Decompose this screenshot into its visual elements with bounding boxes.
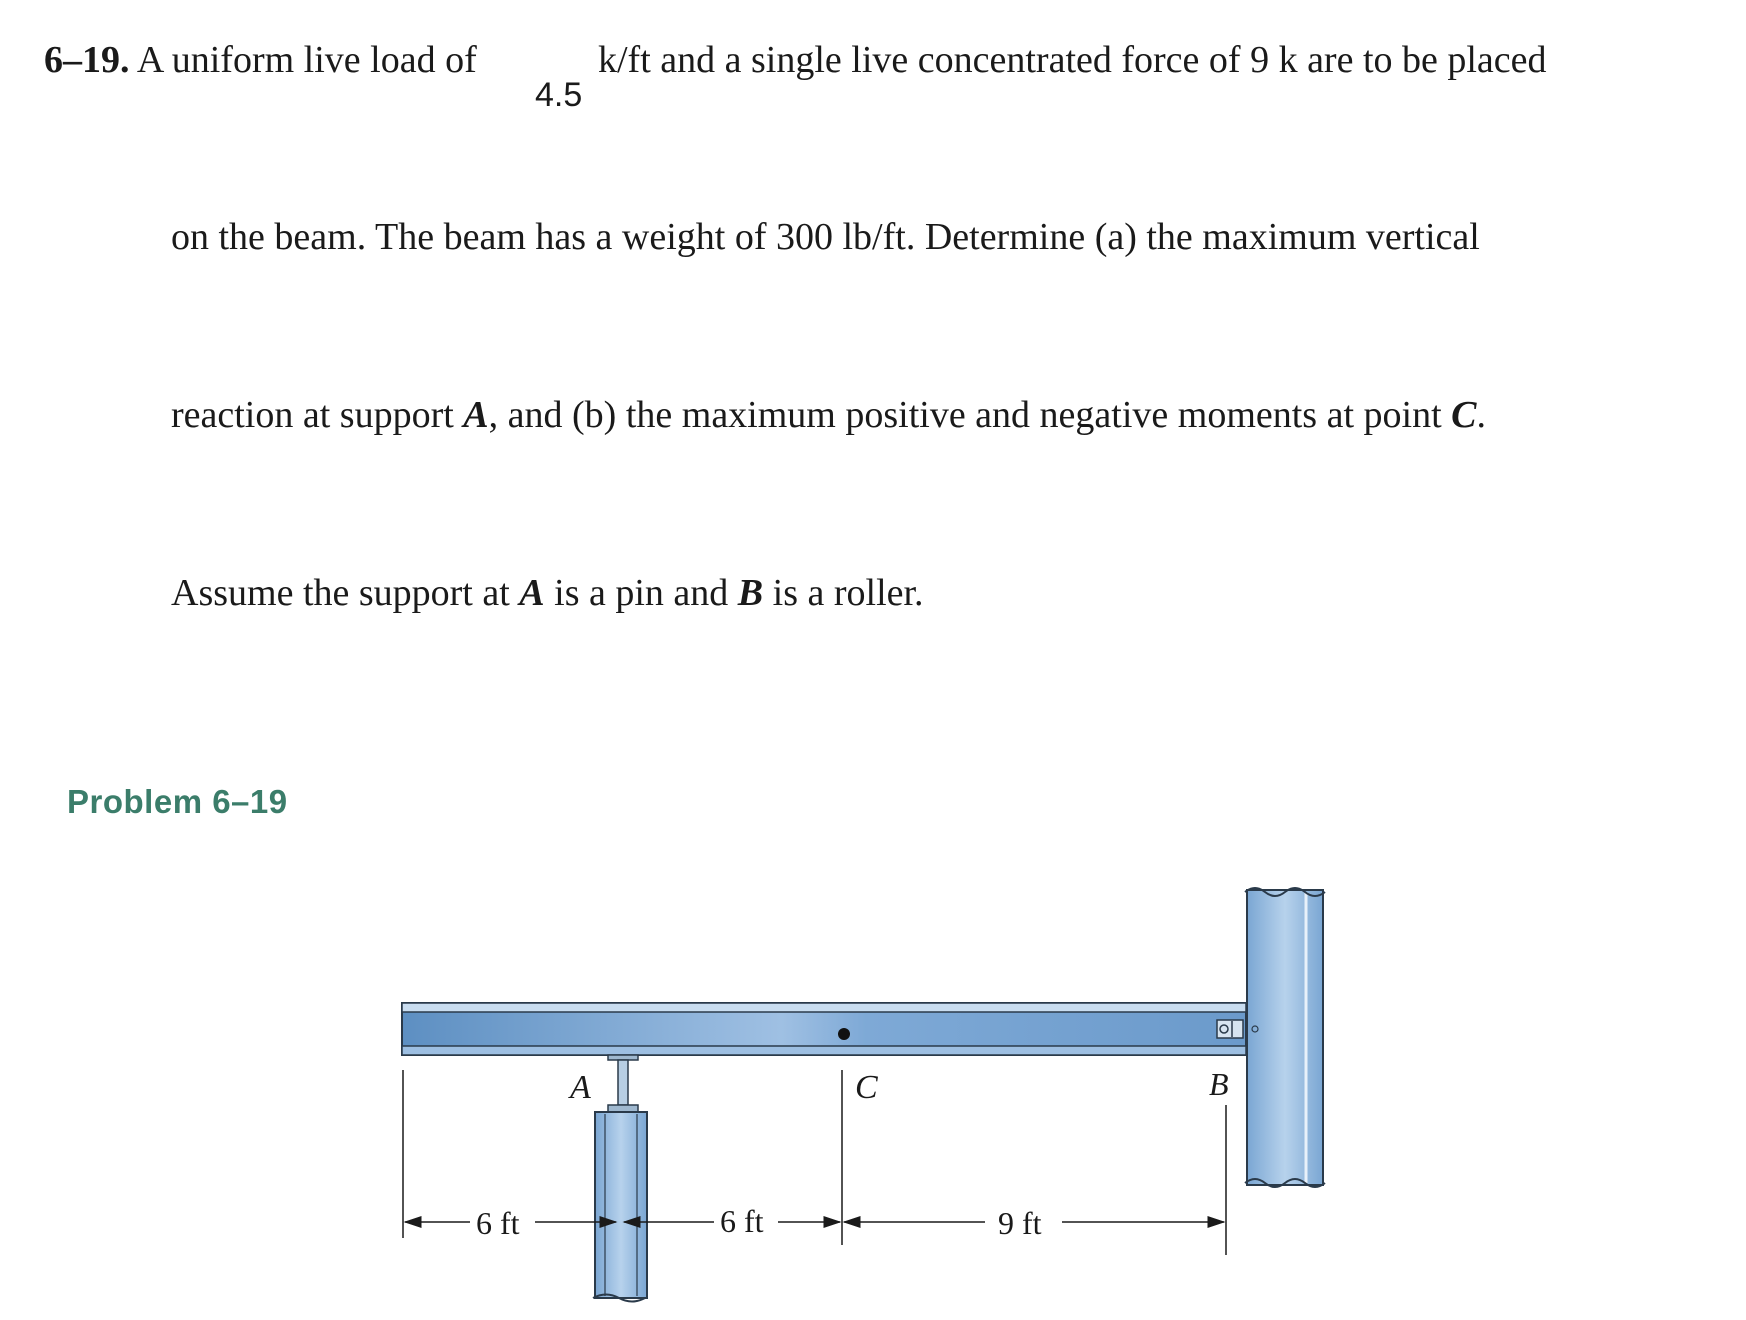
problem-text-4a: Assume the support at xyxy=(171,572,510,614)
problem-text-2a: on the beam. The beam has a weight of xyxy=(171,216,767,258)
problem-text-2b: . Determine (a) the maximum vertical xyxy=(905,216,1480,258)
label-c: C xyxy=(855,1069,878,1106)
problem-text-4b: is a pin and xyxy=(554,572,729,614)
dim-label-1: 6 ft xyxy=(476,1205,520,1241)
extension-lines xyxy=(403,1070,1226,1255)
label-a: A xyxy=(570,1069,591,1106)
live-load-unit: k/ft xyxy=(598,39,651,81)
force-unit: k xyxy=(1278,39,1298,81)
problem-text-3b: , and (b) the maximum positive and negative moments at point xyxy=(488,394,1442,436)
problem-number: 6–19. xyxy=(44,39,130,81)
beam xyxy=(402,1003,1246,1055)
wall-column xyxy=(1245,888,1325,1187)
support-a-ref-2: A xyxy=(519,572,545,614)
beam-weight-value: 300 lb/ft xyxy=(776,216,906,258)
live-load-value: 4.5 xyxy=(535,76,583,114)
dim-label-2: 6 ft xyxy=(720,1203,764,1239)
problem-text-1a: A uniform live load of xyxy=(136,39,477,81)
problem-text-3a: reaction at support xyxy=(171,394,454,436)
point-c-marker xyxy=(838,1028,850,1040)
support-a-column xyxy=(593,1055,647,1302)
problem-text-1c: are to be placed xyxy=(1307,39,1547,81)
dim-label-3: 9 ft xyxy=(998,1205,1042,1241)
label-b: B xyxy=(1209,1066,1229,1102)
problem-text-3c: . xyxy=(1476,394,1486,436)
force-value: 9 xyxy=(1250,39,1270,81)
figure-caption: Problem 6–19 xyxy=(67,783,288,820)
problem-text-4c: is a roller. xyxy=(772,572,924,614)
point-c-ref: C xyxy=(1451,394,1477,436)
support-b-ref: B xyxy=(737,572,764,614)
problem-text-1b: and a single live concentrated force of xyxy=(660,39,1241,81)
support-a-ref: A xyxy=(463,394,489,436)
